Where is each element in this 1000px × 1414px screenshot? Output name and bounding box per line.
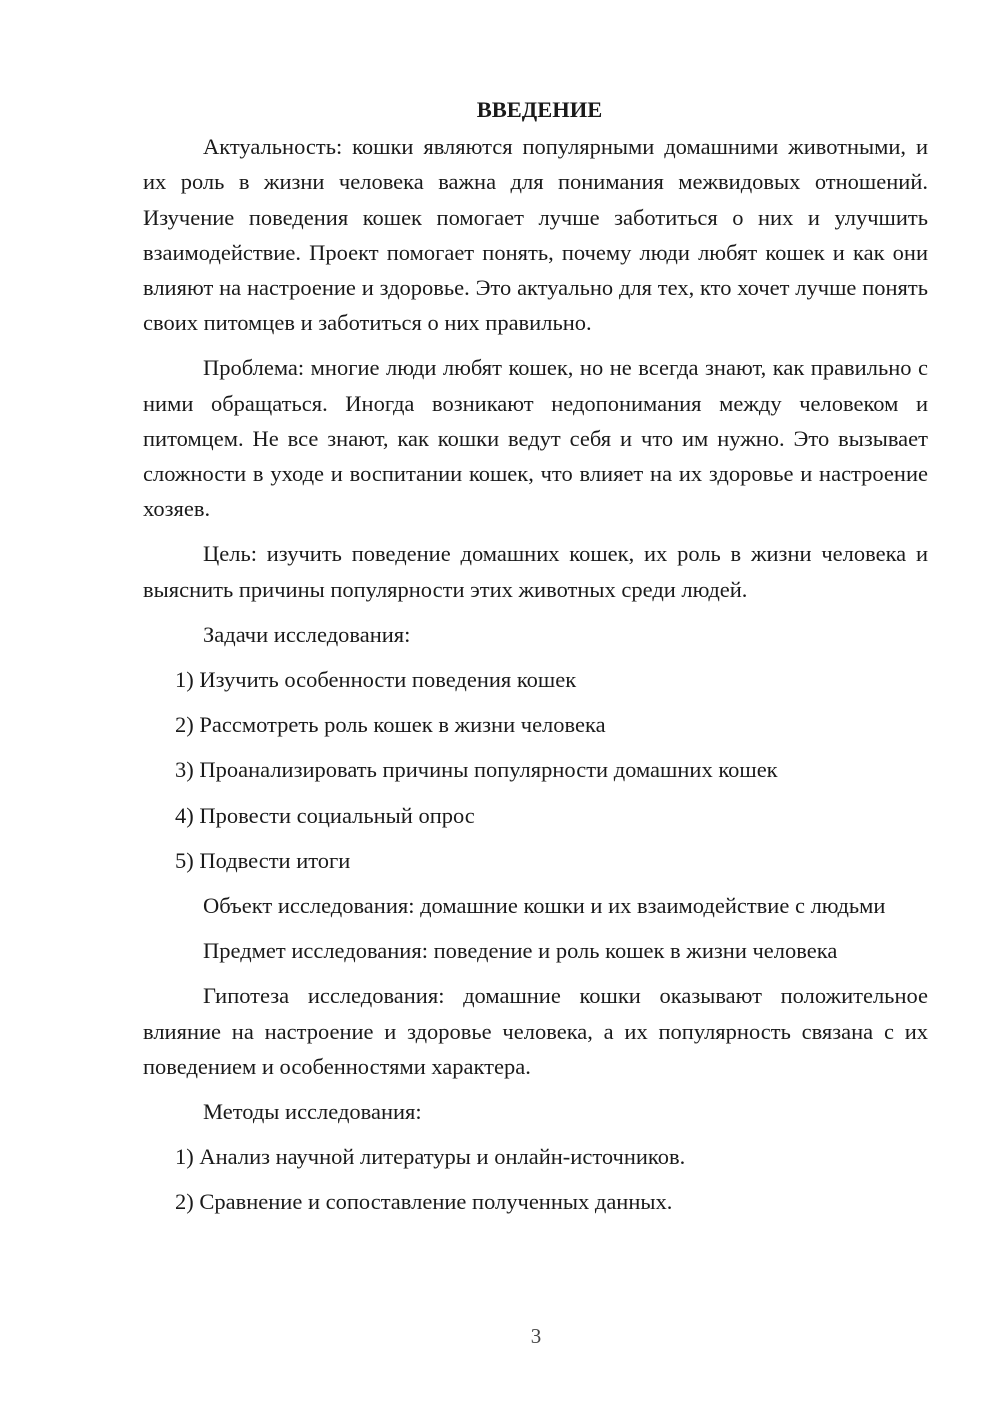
methods-heading: Методы исследования:: [203, 1099, 422, 1125]
page-number: 3: [530, 1324, 542, 1348]
method-item-1: 1) Анализ научной литературы и онлайн-источников.: [175, 1144, 686, 1170]
method-item-2: 2) Сравнение и сопоставление полученных данных.: [175, 1189, 673, 1215]
hypothesis-paragraph: Гипотеза исследования: домашние кошки оказывают положительное влияние на настроение и здоровье человека, а их популярность связана с их поведением и особенностями характера.: [143, 983, 928, 1079]
tasks-heading: Задачи исследования:: [203, 621, 411, 647]
relevance-paragraph: Актуальность: кошки являются популярными домашними животными, и их роль в жизни человека важна для понимания межвидовых отношений. Изучение поведения кошек помогает лучше заботиться о них и улучшить взаимодействие. Проект помогает понять, почему люди любят кошек и как они влияют на настроение и здоровье. Это актуально для тех, кто хочет лучше понять своих питомцев и заботиться о них правильно.: [143, 134, 928, 336]
problem-paragraph: Проблема: многие люди любят кошек, но не всегда знают, как правильно с ними обращаться. Иногда возникают недопонимания между человеком и питомцем. Не все знают, как кошки ведут себя и что им нужно. Это вызывает сложности в уходе и воспитании кошек, что влияет на их здоровье и настроение хозяев.: [143, 355, 928, 522]
task-item-3: 3) Проанализировать причины популярности домашних кошек: [175, 757, 778, 783]
subject-paragraph: Предмет исследования: поведение и роль кошек в жизни человека: [203, 938, 838, 964]
page-title: ВВЕДЕНИЕ: [476, 97, 603, 122]
goal-paragraph: Цель: изучить поведение домашних кошек, их роль в жизни человека и выяснить причины популярности этих животных среди людей.: [143, 541, 928, 602]
task-item-1: 1) Изучить особенности поведения кошек: [175, 667, 577, 693]
task-item-2: 2) Рассмотреть роль кошек в жизни человека: [175, 712, 606, 738]
document-page: [143, 92, 928, 1230]
task-item-4: 4) Провести социальный опрос: [175, 802, 475, 828]
task-item-5: 5) Подвести итоги: [175, 847, 351, 873]
object-paragraph: Объект исследования: домашние кошки и их взаимодействие с людьми: [203, 893, 886, 919]
